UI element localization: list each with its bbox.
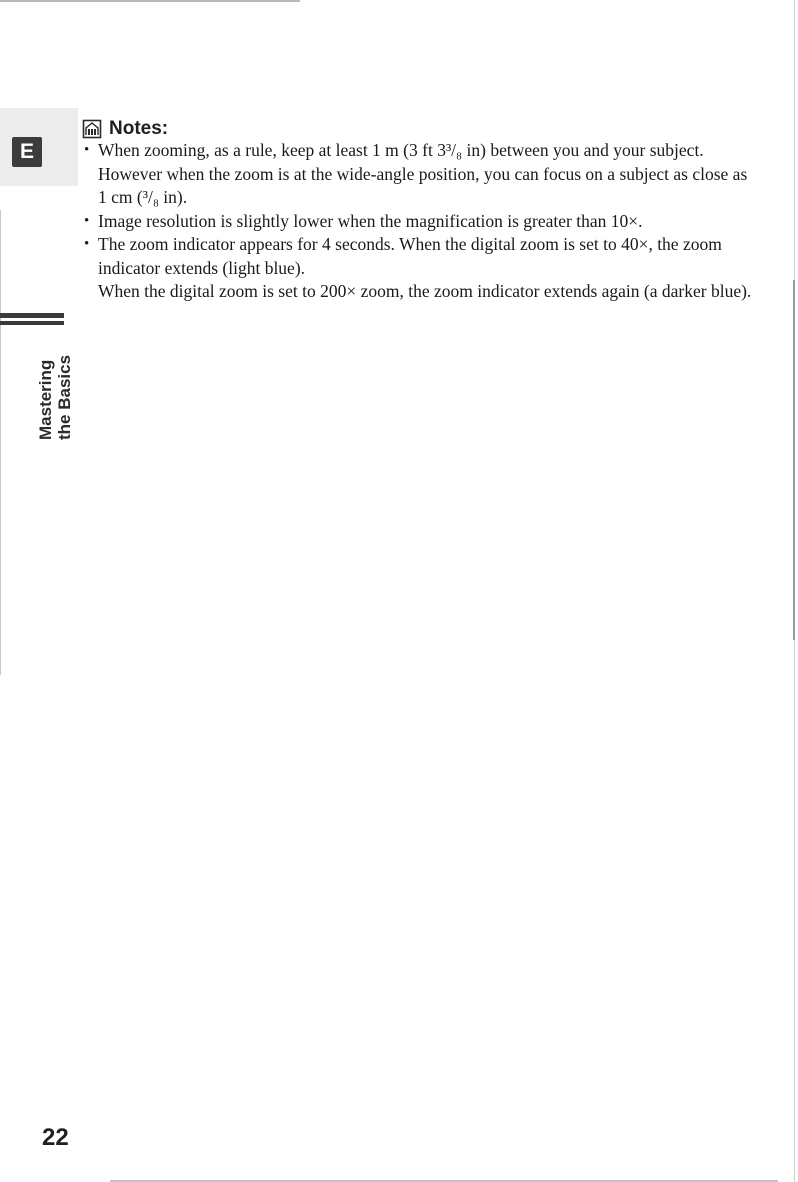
- language-badge: E: [12, 137, 42, 167]
- right-page-edge-shadow: [793, 280, 795, 640]
- note-text-3-continuation: When the digital zoom is set to 200× zoom, the zoom indicator extends again (a darker blue).: [98, 281, 752, 301]
- note-text-2: Image resolution is slightly lower when the magnification is greater than 10×.: [98, 210, 643, 231]
- notes-heading: [82, 118, 168, 140]
- bullet-icon: •: [84, 142, 90, 158]
- left-margin-rule: [0, 210, 1, 675]
- page-number: 22: [42, 1124, 69, 1151]
- notes-list: [82, 139, 752, 304]
- section-marker-bars: [0, 313, 64, 328]
- note-item-3: [82, 233, 752, 304]
- section-label: [36, 355, 74, 440]
- notes-icon: [82, 119, 102, 139]
- bullet-icon: •: [84, 236, 90, 252]
- note-text-1: When zooming, as a rule, keep at least 1 m (3 ft 3³/₈ in) between you and your subject. However when the zoom is at the wide-angle position, you can focus on a subject as close as 1 cm (³/₈ in).: [98, 140, 748, 207]
- section-label-line-2: the Basics: [55, 354, 74, 440]
- section-label-line-1: Mastering: [36, 359, 55, 440]
- note-text-3: The zoom indicator appears for 4 seconds. When the digital zoom is set to 40×, the zoom indicator extends (light blue).: [98, 234, 722, 278]
- top-rule: [0, 0, 300, 2]
- bullet-icon: •: [84, 212, 90, 229]
- notes-title: Notes:: [109, 118, 169, 139]
- note-item-2: [82, 210, 752, 234]
- note-item-1: [82, 139, 752, 210]
